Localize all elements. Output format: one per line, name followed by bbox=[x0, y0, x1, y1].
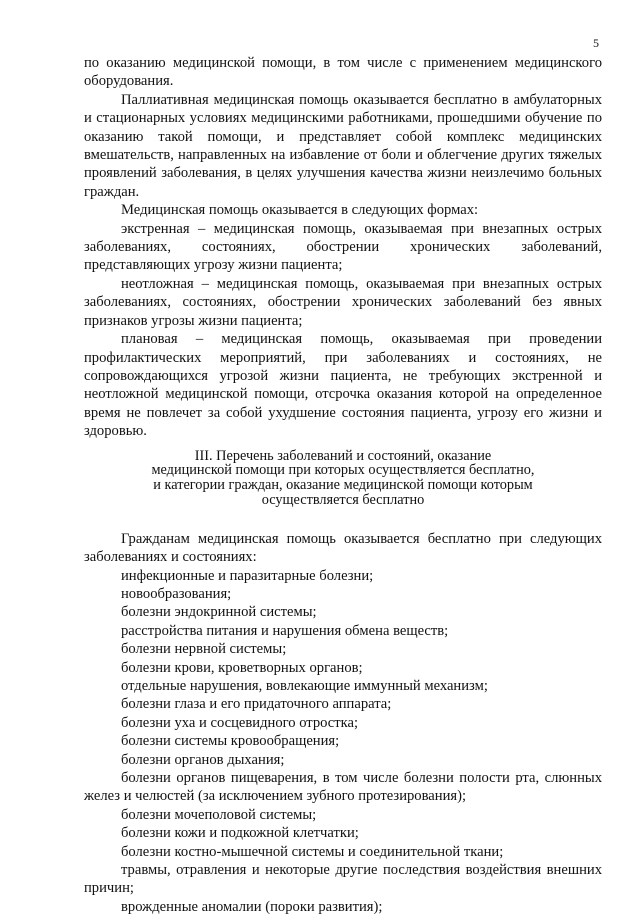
page-number: 5 bbox=[593, 36, 599, 50]
section-heading-line: и категории граждан, оказание медицинской помощи которым bbox=[153, 477, 533, 494]
document-body bbox=[84, 54, 602, 916]
paragraph-forms-intro: Медицинская помощь оказывается в следующих формах: bbox=[121, 202, 479, 219]
disease-list-item: болезни органов пищеварения, в том числе болезни полости рта, слюнных желез и челюстей (за исключением зубного протезирования); bbox=[84, 770, 602, 805]
disease-list-item: болезни системы кровообращения; bbox=[121, 733, 340, 750]
disease-list-item: болезни уха и сосцевидного отростка; bbox=[121, 714, 359, 731]
paragraph-palliative-care: Паллиативная медицинская помощь оказывается бесплатно в амбулаторных и стационарных условиях медицинскими работниками, прошедшими обучение по оказанию такой помощи, и представляет собой комплекс медицинских вмешательств, направленных на избавление от боли и облегчение других тяжелых проявлений заболевания, в целях улучшения качества жизни неизлечимо больных граждан. bbox=[84, 91, 602, 200]
disease-list-item: болезни кожи и подкожной клетчатки; bbox=[121, 825, 359, 842]
paragraph-urgent-form: неотложная – медицинская помощь, оказываемая при внезапных острых заболеваниях, состояниях, обострении хронических заболеваний без явных признаков угрозы жизни пациента; bbox=[84, 275, 602, 329]
disease-list-item: новообразования; bbox=[121, 585, 232, 602]
disease-list-item: травмы, отравления и некоторые другие последствия воздействия внешних причин; bbox=[84, 862, 602, 897]
disease-list-item: врожденные аномалии (пороки развития); bbox=[121, 898, 383, 915]
disease-list-item: инфекционные и паразитарные болезни; bbox=[121, 567, 374, 584]
paragraph-emergency-form: экстренная – медицинская помощь, оказываемая при внезапных острых заболеваниях, состояниях, обострении хронических заболеваний, представляющих угрозу жизни пациента; bbox=[84, 220, 602, 274]
disease-list-item: болезни органов дыхания; bbox=[121, 751, 285, 768]
paragraph-planned-form: плановая – медицинская помощь, оказываемая при проведении профилактических мероприятий, при заболеваниях и состояниях, не сопровождающихся угрозой жизни пациента, не требующих экстренной и неотложной медицинской помощи, отсрочка оказания которой на определенное время не повлечет за собой ухудшение состояния пациента, угрозу его жизни и здоровью. bbox=[84, 331, 602, 440]
section-heading bbox=[84, 441, 602, 530]
disease-list-item: отдельные нарушения, вовлекающие иммунный механизм; bbox=[121, 677, 488, 694]
section-heading-line: III. Перечень заболеваний и состояний, оказание bbox=[194, 447, 492, 464]
section-heading-line: медицинской помощи при которых осуществляется бесплатно, bbox=[151, 462, 535, 479]
disease-list-item: болезни нервной системы; bbox=[121, 641, 287, 658]
disease-list-item: болезни крови, кроветворных органов; bbox=[121, 659, 363, 676]
disease-list-item: болезни эндокринной системы; bbox=[121, 604, 317, 621]
paragraph-diseases-intro: Гражданам медицинская помощь оказывается бесплатно при следующих заболеваниях и состояниях: bbox=[84, 530, 602, 566]
disease-list-item: болезни мочеполовой системы; bbox=[121, 806, 317, 823]
disease-list-item: болезни глаза и его придаточного аппарата; bbox=[121, 696, 392, 713]
section-heading-line: осуществляется бесплатно bbox=[261, 491, 425, 508]
disease-list-item: расстройства питания и нарушения обмена веществ; bbox=[121, 622, 449, 639]
disease-list-item: болезни костно-мышечной системы и соединительной ткани; bbox=[121, 843, 504, 860]
paragraph-continuation: по оказанию медицинской помощи, в том числе с применением медицинского оборудования. bbox=[84, 55, 602, 90]
